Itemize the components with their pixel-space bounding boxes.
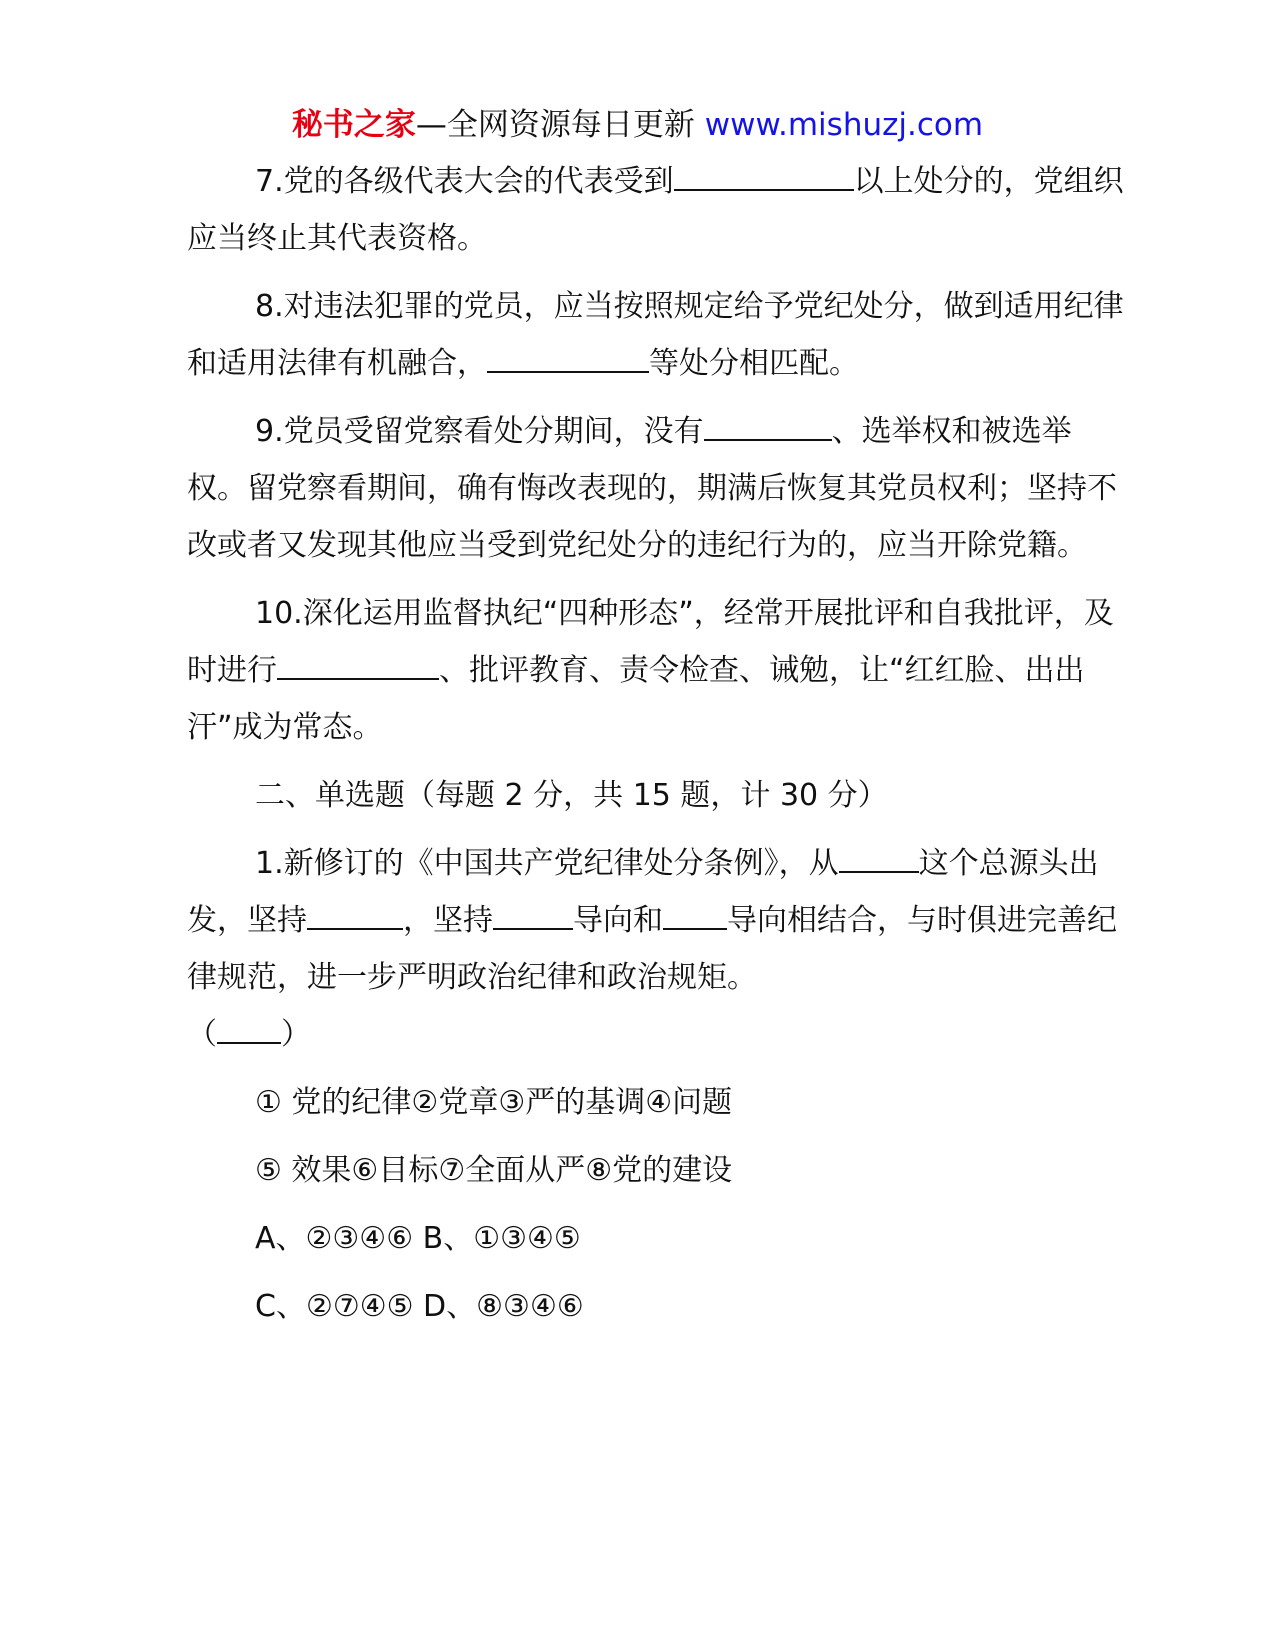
question-7-text-start: 7.党的各级代表大会的代表受到 [255,164,674,199]
answer-blank [704,409,832,441]
question-text: 导向和 [573,903,663,938]
question-8 [187,278,1127,392]
header-tagline: —全网资源每日更新 [415,107,695,143]
question-text: ，坚持 [403,903,493,938]
answer-blank [493,898,573,930]
question-10 [187,585,1127,756]
brand-name: 秘书之家 [291,107,416,143]
answer-options-line-2: C、②⑦④⑤ D、⑧③④⑥ [255,1289,584,1324]
question-9-text-start: 9.党员受留党察看处分期间，没有 [255,414,704,449]
question-text: 这个总源头出发，坚持 [187,846,1099,938]
section-heading: 二、单选题（每题 2 分，共 15 题，计 30 分） [255,778,888,813]
question-9-text-end: 、选举权和被选举权。留党察看期间，确有悔改表现的，期满后恢复其党员权利；坚持不改或者又发现其他应当受到党纪处分的违纪行为的，应当开除党籍。 [187,414,1117,563]
question-10-text-end: 、批评教育、责令检查、诫勉，让“红红脸、出出汗”成为常态。 [187,653,1085,745]
choice-items-line-1: ① 党的纪律②党章③严的基调④问题 [255,1085,733,1120]
answer-blank [277,648,439,680]
question-8-text-end: 等处分相匹配。 [649,346,859,381]
question-10-text-start: 10.深化运用监督执纪“四种形态”，经常开展批评和自我批评，及时进行 [187,596,1114,688]
paren-open: （ [187,1017,217,1052]
answer-blank [674,159,854,191]
header-url-link[interactable]: www.mishuzj.com [704,107,984,143]
choice-items-line-2: ⑤ 效果⑥目标⑦全面从严⑧党的建设 [255,1153,733,1188]
answer-parentheses [187,1006,1127,1063]
paren-close: ） [281,1017,311,1052]
answer-blank [487,341,649,373]
question-8-text-start: 8.对违法犯罪的党员，应当按照规定给予党纪处分，做到适用纪律和适用法律有机融合， [187,289,1124,381]
question-text: 导向相结合，与时俱进完善纪律规范，进一步严明政治纪律和政治规矩。 [187,903,1117,995]
answer-options-line-1: A、②③④⑥ B、①③④⑤ [255,1221,581,1256]
answer-blank [307,898,403,930]
single-choice-question-1 [187,835,1127,1063]
page-header [0,105,1275,145]
question-text: 1.新修订的《中国共产党纪律处分条例》，从 [255,846,839,881]
answer-blank [663,898,727,930]
question-7-text-end: 以上处分的，党组织应当终止其代表资格。 [187,164,1124,256]
question-9 [187,403,1127,574]
answer-blank [839,841,919,873]
document-body [187,153,1127,1346]
answer-blank [217,1012,281,1044]
question-7 [187,153,1127,267]
